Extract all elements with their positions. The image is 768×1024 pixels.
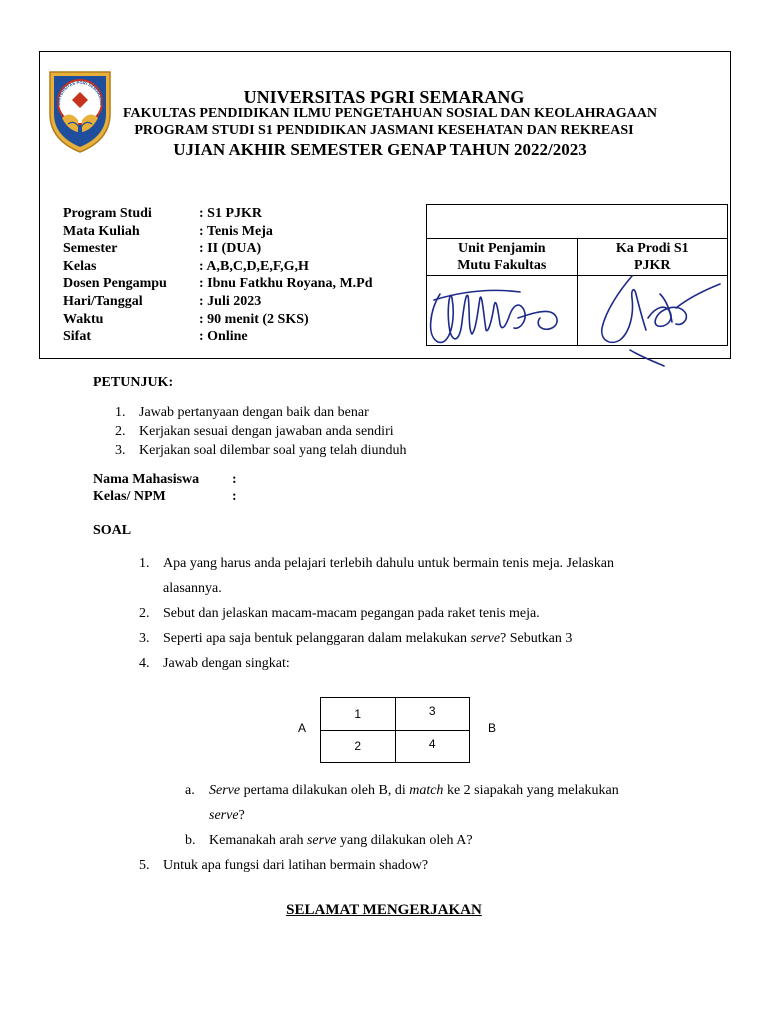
info-label: Sifat bbox=[63, 329, 91, 345]
signature-cell-unit-penjamin bbox=[427, 276, 578, 346]
instruction-text: Kerjakan sesuai dengan jawaban anda sendiri bbox=[139, 424, 394, 439]
info-value: : II (DUA) bbox=[199, 241, 262, 257]
instructions-title: PETUNJUK: bbox=[93, 375, 174, 390]
question-1: 1. Apa yang harus anda pelajari terlebih dahulu untuk bermain tenis meja. Jelaskan bbox=[139, 556, 614, 571]
question-text-part: yang dilakukan oleh A? bbox=[336, 833, 473, 848]
question-1-continuation: alasannya. bbox=[163, 581, 222, 596]
question-5: 5. Untuk apa fungsi dari latihan bermain shadow? bbox=[139, 858, 429, 873]
program-name: PROGRAM STUDI S1 PENDIDIKAN JASMANI KESEHATAN DAN REKREASI bbox=[134, 123, 634, 138]
question-text-part: ? bbox=[238, 808, 245, 823]
question-4a-continuation bbox=[209, 808, 245, 824]
signature-cell-ka-prodi bbox=[577, 276, 728, 346]
question-text: Jawab dengan singkat: bbox=[163, 656, 290, 671]
info-label: Mata Kuliah bbox=[63, 223, 140, 239]
court-cell-2: 2 bbox=[321, 730, 396, 763]
closing-line bbox=[0, 902, 768, 919]
question-4b: b. Kemanakah arah serve yang dilakukan oleh A? bbox=[185, 833, 473, 848]
question-4: 4. Jawab dengan singkat: bbox=[139, 656, 290, 671]
student-class-colon: : bbox=[232, 489, 237, 504]
exam-title: UJIAN AKHIR SEMESTER GENAP TAHUN 2022/2023 bbox=[173, 140, 587, 159]
instruction-item-1: 1. Jawab pertanyaan dengan baik dan benar bbox=[115, 405, 369, 420]
instruction-item-3: 3. Kerjakan soal dilembar soal yang telah diunduh bbox=[115, 443, 407, 458]
info-value: : 90 menit (2 SKS) bbox=[199, 311, 309, 327]
logo-ring-text: UNIVERSITAS PGRI SEMARANG bbox=[55, 79, 105, 106]
court-cell-4: 4 bbox=[395, 730, 470, 763]
university-name: UNIVERSITAS PGRI SEMARANG bbox=[243, 87, 525, 107]
question-text: Untuk apa fungsi dari latihan bermain shadow? bbox=[163, 858, 429, 873]
question-3: 3. Seperti apa saja bentuk pelanggaran dalam melakukan serve? Sebutkan 3 bbox=[139, 631, 573, 646]
question-text-part: ? Sebutkan 3 bbox=[500, 631, 573, 646]
question-text bbox=[209, 833, 473, 849]
question-text: Sebut dan jelaskan macam-macam pegangan pada raket tenis meja. bbox=[163, 606, 540, 621]
question-text-italic: match bbox=[409, 783, 444, 798]
instruction-text: Jawab pertanyaan dengan baik dan benar bbox=[139, 405, 369, 420]
closing-text: SELAMAT MENGERJAKAN bbox=[286, 902, 482, 918]
info-label: Program Studi bbox=[63, 206, 152, 221]
student-name-colon: : bbox=[232, 472, 237, 487]
court-cell-1: 1 bbox=[321, 698, 396, 731]
info-value: : Online bbox=[199, 329, 248, 345]
student-name-label: Nama Mahasiswa bbox=[93, 472, 200, 487]
info-label: Kelas bbox=[63, 258, 97, 274]
signature-header-line: Ka Prodi S1 bbox=[615, 241, 689, 256]
faculty-name: FAKULTAS PENDIDIKAN ILMU PENGETAHUAN SOSIAL DAN KEOLAHRAGAAN bbox=[123, 106, 657, 121]
question-text-italic: serve bbox=[209, 808, 239, 823]
court-side-b-label: B bbox=[488, 721, 497, 735]
instruction-text: Kerjakan soal dilembar soal yang telah diunduh bbox=[139, 443, 407, 458]
signature-header-line: Unit Penjamin bbox=[458, 241, 546, 256]
table-tennis-court-diagram bbox=[320, 697, 470, 763]
info-value: : S1 PJKR bbox=[199, 206, 262, 221]
question-text-part: Kemanakah arah bbox=[209, 833, 307, 848]
info-value: : Juli 2023 bbox=[199, 294, 262, 309]
signature-header-unit-penjamin bbox=[427, 239, 578, 276]
question-text-italic: serve bbox=[470, 631, 501, 646]
info-label: Hari/Tanggal bbox=[63, 294, 143, 309]
student-class-label: Kelas/ NPM bbox=[93, 489, 166, 504]
signature-table bbox=[426, 204, 728, 346]
info-value: : Ibnu Fatkhu Royana, M.Pd bbox=[199, 276, 373, 292]
info-label: Waktu bbox=[63, 311, 104, 327]
signature-header-ka-prodi bbox=[577, 239, 728, 276]
court-side-a-label: A bbox=[298, 721, 307, 735]
question-text: Apa yang harus anda pelajari terlebih dahulu untuk bermain tenis meja. Jelaskan bbox=[163, 556, 614, 571]
question-text bbox=[163, 631, 572, 647]
info-value: : A,B,C,D,E,F,G,H bbox=[199, 258, 309, 274]
signature-header-line: Mutu Fakultas bbox=[457, 258, 547, 273]
info-label: Dosen Pengampu bbox=[63, 276, 167, 292]
signature-table-top-cell bbox=[427, 205, 728, 239]
question-text-italic: Serve bbox=[209, 783, 241, 798]
question-text-part: Seperti apa saja bentuk pelanggaran dalam melakukan bbox=[163, 631, 471, 646]
signature-header-line: PJKR bbox=[633, 258, 671, 273]
question-2: 2. Sebut dan jelaskan macam-macam pegangan pada raket tenis meja. bbox=[139, 606, 540, 621]
question-text-italic: serve bbox=[306, 833, 337, 848]
court-cell-3: 3 bbox=[395, 698, 470, 731]
question-text-part: pertama dilakukan oleh B, di bbox=[243, 783, 410, 798]
question-text-part: ke 2 siapakah yang melakukan bbox=[443, 783, 619, 798]
question-text bbox=[209, 783, 619, 799]
question-4a: a. Serve pertama dilakukan oleh B, di match ke 2 siapakah yang melakukan bbox=[185, 783, 619, 798]
questions-title: SOAL bbox=[93, 523, 132, 538]
instruction-item-2: 2. Kerjakan sesuai dengan jawaban anda sendiri bbox=[115, 424, 394, 439]
info-value: : Tenis Meja bbox=[199, 223, 273, 239]
info-label: Semester bbox=[63, 241, 118, 257]
